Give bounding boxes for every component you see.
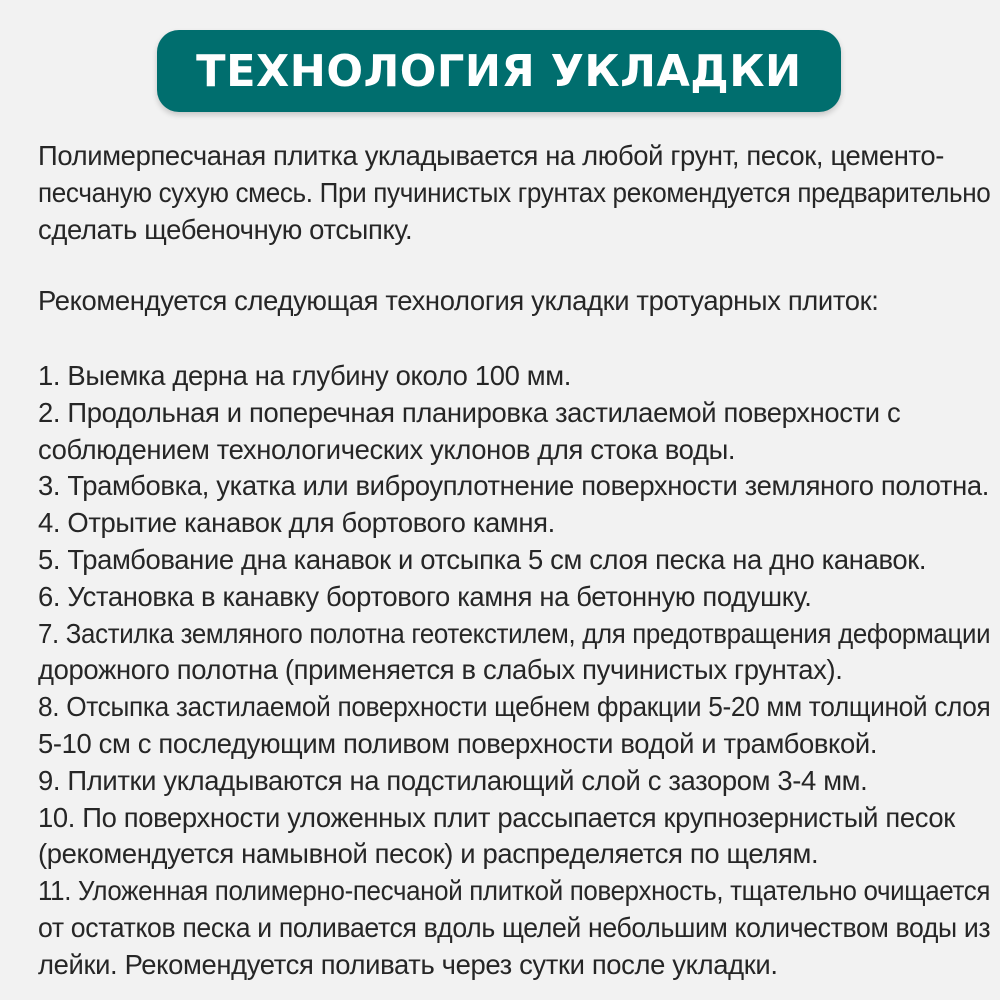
intro-paragraph — [38, 138, 991, 248]
step-line: 5-10 см с последующим поливом поверхности водой и трамбовкой. — [38, 727, 878, 759]
step-line: 10. По поверхности уложенных плит рассыпается крупнозернистый песок — [38, 801, 955, 833]
step-line: дорожного полотна (применяется в слабых пучинистых грунтах). — [38, 654, 843, 686]
intro-line: Полимерпесчаная плитка укладывается на любой грунт, песок, цементо- — [38, 140, 945, 171]
step-line: 3. Трамбовка, укатка или виброуплотнение поверхности земляного полотна. — [38, 470, 989, 502]
step-line: 7. Застилка земляного полотна геотекстилем, для предотвращения деформации — [38, 617, 991, 649]
recommendation-paragraph — [38, 283, 978, 320]
page-title: ТЕХНОЛОГИЯ УКЛАДКИ — [196, 45, 802, 97]
step-line: 6. Установка в канавку бортового камня на бетонную подушку. — [38, 580, 812, 612]
step-line: 8. Отсыпка застилаемой поверхности щебнем фракции 5-20 мм толщиной слоя — [38, 691, 991, 723]
title-banner — [157, 30, 841, 112]
step-line: 11. Уложенная полимерно-песчаной плиткой поверхность, тщательно очищается — [38, 875, 991, 907]
step-line: лейки. Рекомендуется поливать через сутки после укладки. — [38, 948, 778, 980]
recommendation-line: Рекомендуется следующая технология укладки тротуарных плиток: — [38, 285, 879, 316]
step-line: 9. Плитки укладываются на подстилающий слой с зазором 3-4 мм. — [38, 764, 868, 796]
intro-line: песчаную сухую смесь. При пучинистых грунтах рекомендуется предварительно — [38, 176, 991, 208]
step-line: от остатков песка и поливается вдоль щелей небольшим количеством воды из — [38, 911, 991, 943]
step-line: соблюдением технологических уклонов для стока воды. — [38, 433, 736, 465]
step-line: (рекомендуется намывной песок) и распределяется по щелям. — [38, 838, 819, 870]
step-line: 1. Выемка дерна на глубину около 100 мм. — [38, 360, 571, 391]
step-line: 2. Продольная и поперечная планировка застилаемой поверхности с — [38, 396, 901, 428]
step-line: 5. Трамбование дна канавок и отсыпка 5 см слоя песка на дно канавок. — [38, 543, 927, 575]
step-line: 4. Отрытие канавок для бортового камня. — [38, 507, 555, 539]
intro-line: сделать щебеночную отсыпку. — [38, 213, 413, 245]
steps-list — [38, 358, 991, 984]
